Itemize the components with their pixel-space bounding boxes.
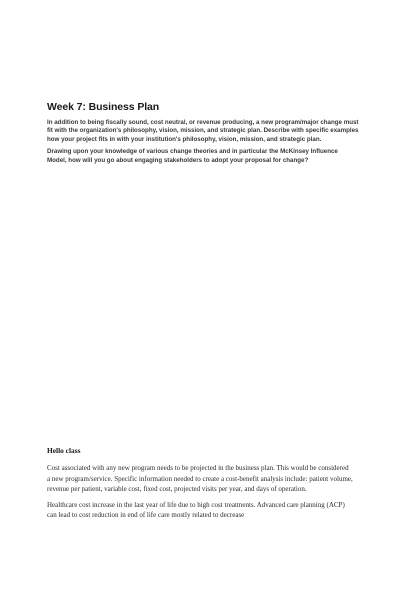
- prompt-paragraph-2: Drawing upon your knowledge of various change theories and in particular the McKinsey Influence Model, how will you go about engaging stakeholders to adopt your proposal for change?: [47, 148, 338, 164]
- prompt-paragraph-1: In addition to being fiscally sound, cost neutral, or revenue producing, a new program/major change must fit with the organization's philosophy, vision, mission, and strategic plan. Describe with specific examples how your project fits in with your institution's philosophy, vision, mission, and strategic plan.: [47, 119, 359, 143]
- assignment-header: [47, 101, 359, 169]
- discussion-response: [47, 446, 353, 526]
- response-paragraph-2: Healthcare cost increase in the last year of life due to high cost treatments. Advanced care planning (ACP) can lead to cost reduction in end of life care mostly related to decrease: [47, 500, 345, 519]
- page-title: Week 7: Business Plan: [47, 101, 160, 113]
- greeting-heading: Hello class: [47, 446, 81, 455]
- response-paragraph-1: Cost associated with any new program needs to be projected in the business plan. This would be considered a new program/service. Specific information needed to create a cost-benefit analysis include: patient volume, revenue per patient, variable cost, fixed cost, projected visits per year, and days of operation.: [47, 464, 353, 493]
